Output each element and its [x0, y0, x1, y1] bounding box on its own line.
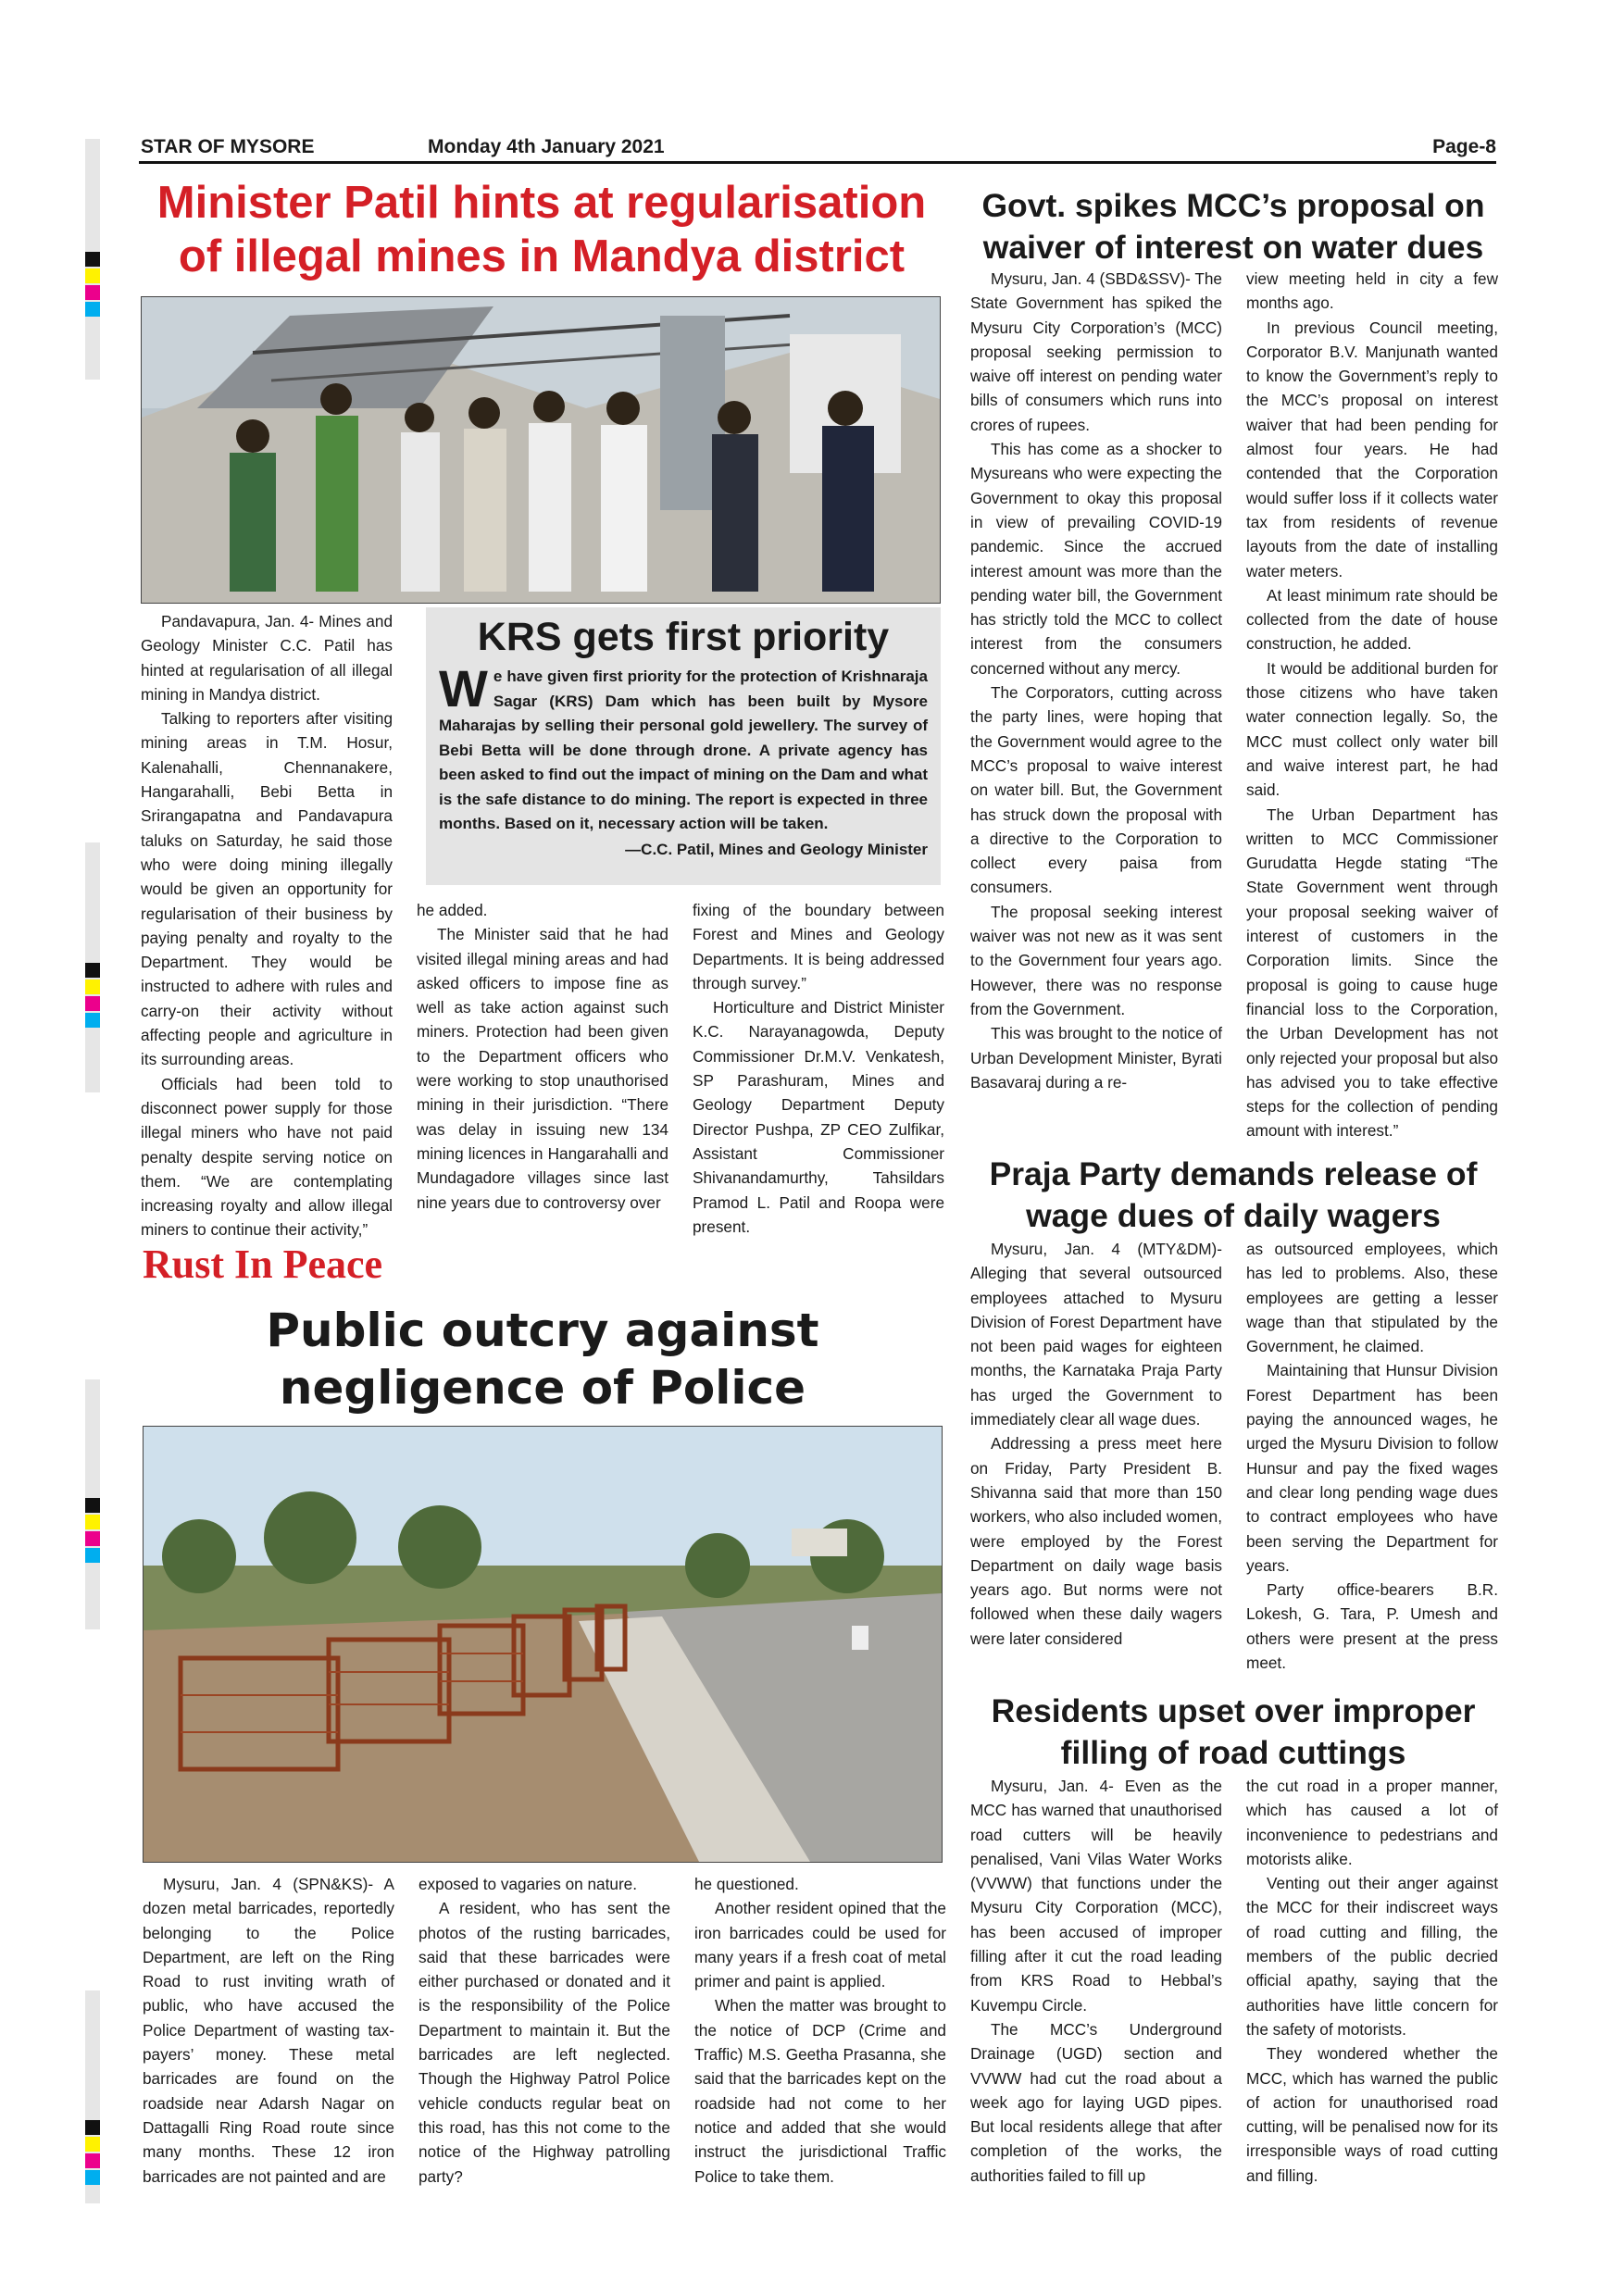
police-paragraph: Mysuru, Jan. 4 (SPN&KS)- A dozen metal barricades, reportedly belonging to the Police Department, are left on the Ring Road to rust inviting wrath of public, who have accused the Police Department of wasting tax-payers’ money. These metal barricades are found on the roadside near Adarsh Nagar on Dattagalli Ring Road route since many months. These 12 iron barricades are not painted and are	[143, 1875, 394, 2186]
residents-paragraph: They wondered whether the MCC, which has warned the public of action for unauthorised road cutting, will be penalised now for its irresponsible ways of road cutting and filling.	[1246, 2044, 1498, 2185]
mines-paragraph: Officials had been told to disconnect power supply for those illegal miners who have not paid penalty despite serving notice on them. “We are contemplating increasing royalty and allow illegal miners to continue their activity,”	[141, 1074, 393, 1240]
mines-column-1	[141, 609, 393, 1242]
police-headline: Public outcry against negligence of Police	[266, 1304, 819, 1415]
issue-date: Monday 4th January 2021	[428, 136, 665, 157]
mcc-headline: Govt. spikes MCC’s proposal on waiver of interest on water dues	[981, 187, 1485, 266]
residents-headline: Residents upset over improper filling of road cuttings	[991, 1692, 1476, 1771]
police-column-1	[143, 1872, 394, 2189]
residents-column-2	[1246, 1774, 1498, 2188]
mines-paragraph: Talking to reporters after visiting mining areas in T.M. Hosur, Kalenahalli, Chennanakere, Hangarahalli, Bebi Betta in Srirangapatna and Pandavapura taluks on Saturday, he said those who were doing mining illegally would be given an opportunity for regularisation of their business by paying penalty and royalty to the Department. They would be instructed to adhere with rules and carry-on their activity without affecting people and agriculture in its surrounding areas.	[141, 709, 393, 1069]
mcc-paragraph: It would be additional burden for those citizens who have taken water connection legally. So, the MCC must collect only water bill and waive interest part, he had said.	[1246, 658, 1498, 800]
mines-column-2	[417, 898, 668, 1215]
krs-dropcap: W	[439, 659, 488, 718]
residents-paragraph: The MCC’s Underground Drainage (UGD) section and VVWW had cut the road about a week ago for laying UGD pipes. But local residents allege that after completion of the works, the authorities failed to fill up	[970, 2019, 1222, 2185]
krs-box-title: KRS gets first priority	[477, 615, 890, 659]
mcc-paragraph: The Corporators, cutting across the party lines, were hoping that the Government would agree to the MCC’s proposal to waive interest on water bill. But, the Government has struck down the proposal with a directive to the Corporation to collect every paisa from consumers.	[970, 683, 1222, 897]
mining-site-photo	[141, 296, 941, 604]
mcc-paragraph: Mysuru, Jan. 4 (SBD&SSV)- The State Government has spiked the Mysuru City Corporation’s (MCC) proposal seeking permission to waive off interest on pending water bills of consumers which runs into crores of rupees.	[970, 269, 1222, 434]
praja-paragraph: Maintaining that Hunsur Division Forest Department has been paying the announced wages, he urged the Mysuru Division to follow Hunsur and pay the fixed wages and clear long pending wage dues to contract employees who have been serving the Department for years.	[1246, 1361, 1498, 1575]
mines-paragraph: Pandavapura, Jan. 4- Mines and Geology Minister C.C. Patil has hinted at regularisation of all illegal mining in Mandya district.	[141, 612, 393, 704]
mines-paragraph: fixing of the boundary between Forest and Mines and Geology Departments. It is being addressed through survey.”	[693, 901, 944, 992]
residents-paragraph: Venting out their anger against the MCC for their indiscreet ways of road cutting and filling, the members of the public decried official apathy, saying that the authorities have little concern for the safety of motorists.	[1246, 1874, 1498, 2039]
police-column-2	[418, 1872, 670, 2189]
mines-column-3	[693, 898, 944, 1239]
police-paragraph: exposed to vagaries on nature.	[418, 1875, 638, 1893]
mcc-paragraph: view meeting held in city a few months ago.	[1246, 269, 1498, 313]
mcc-paragraph: The Urban Department has written to MCC Commissioner Gurudatta Hegde stating “The State Government went through your proposal seeking waiver of interest of customers in the Corporation limits. Since the proposal is going to cause huge financial loss to the Corporation, the Urban Development has not only rejected your proposal but also has advised you to take effective steps for the collection of pending amount with interest.”	[1246, 805, 1498, 1141]
mcc-paragraph: At least minimum rate should be collected from the date of house construction, he added.	[1246, 585, 1498, 654]
residents-column-1	[970, 1774, 1222, 2188]
praja-headline: Praja Party demands release of wage dues of daily wagers	[989, 1155, 1478, 1234]
mcc-paragraph: This was brought to the notice of Urban Development Minister, Byrati Basavaraj during a re-	[970, 1024, 1222, 1092]
mcc-column-1	[970, 267, 1222, 1094]
police-paragraph: he questioned.	[694, 1875, 799, 1893]
header-rule	[139, 161, 1496, 164]
krs-box-body	[426, 661, 941, 837]
mines-paragraph: he added.	[417, 901, 488, 919]
mines-paragraph: Horticulture and District Minister K.C. Narayanagowda, Deputy Commissioner Dr.M.V. Venkatesh, SP Parashuram, Mines and Geology Department Deputy Director Pushpa, ZP CEO Zulfikar, Assistant Commissioner Shivanandamurthy, Tahsildars Pramod L. Patil and Roopa were present.	[693, 998, 944, 1236]
krs-attribution: —C.C. Patil, Mines and Geology Minister	[625, 840, 928, 858]
praja-paragraph: Party office-bearers B.R. Lokesh, G. Tara, P. Umesh and others were present at the press meet.	[1246, 1580, 1498, 1673]
rusting-barricades-photo	[143, 1426, 943, 1863]
police-paragraph: When the matter was brought to the notice of DCP (Crime and Traffic) M.S. Geetha Prasanna, she said that the barricades kept on the roadside had not come to her notice and added that she would instruct the jurisdictional Traffic Police to take them.	[694, 1996, 946, 2186]
mcc-paragraph: This has come as a shocker to Mysureans who were expecting the Government to okay this proposal in view of prevailing COVID-19 pandemic. Since the accrued interest amount was more than the pending water bill, the Government has strictly told the MCC to collect interest from the consumers concerned without any mercy.	[970, 440, 1222, 678]
police-kicker: Rust In Peace	[143, 1242, 383, 1287]
page-number: Page-8	[1432, 136, 1496, 157]
krs-box-text: e have given first priority for the protection of Krishnaraja Sagar (KRS) Dam which has been built by Mysore Maharajas by selling their personal gold jewellery. The survey of Bebi Betta will be done through drone. A private agency has been asked to find out the impact of mining on the Dam and what is the safe distance to do mining. The report is expected in three months. Based on it, necessary action will be taken.	[439, 668, 928, 832]
police-column-3	[694, 1872, 946, 2189]
praja-column-2	[1246, 1237, 1498, 1675]
praja-column-1	[970, 1237, 1222, 1651]
police-paragraph: A resident, who has sent the photos of the rusting barricades, said that these barricades were either purchased or donated and it is the responsibility of the Police Department to maintain it. But the barricades are left neglected. Though the Highway Patrol Police vehicle conducts regular beat on this road, has this not come to the notice of the Highway patrolling party?	[418, 1899, 670, 2186]
residents-paragraph: the cut road in a proper manner, which has caused a lot of inconvenience to pedestrians and motorists alike.	[1246, 1777, 1498, 1868]
masthead-name: STAR OF MYSORE	[141, 136, 315, 157]
mcc-paragraph: In previous Council meeting, Corporator B.V. Manjunath wanted to know the Government’s reply to the MCC’s proposal on interest waiver that had been pending for almost four years. He had contended that the Corporation would suffer loss if it collects water tax from residents of revenue layouts from the date of installing water meters.	[1246, 318, 1498, 580]
praja-paragraph: Addressing a press meet here on Friday, Party President B. Shivanna said that more than 150 workers, who also included women, were employed by the Forest Department on daily wage basis years ago. But norms were not followed when these daily wagers were later considered	[970, 1434, 1222, 1648]
mines-paragraph: The Minister said that he had visited illegal mining areas and had asked officers to impose fine as well as take action against such miners. Protection had been given to the Department officers who were working to stop unauthorised mining in their jurisdiction. “There was delay in issuing new 134 mining licences in Hangarahalli and Mundagadore villages since last nine years due to controversy over	[417, 925, 668, 1212]
residents-paragraph: Mysuru, Jan. 4- Even as the MCC has warned that unauthorised road cutters will be heavily penalised, Vani Vilas Water Works (VVWW) that functions under the Mysuru City Corporation (MCC), has been accused of improper filling after it cut the road leading from KRS Road to Hebbal’s Kuvempu Circle.	[970, 1777, 1222, 2015]
mcc-column-2	[1246, 267, 1498, 1143]
praja-paragraph: as outsourced employees, which has led to problems. Also, these employees are getting a lesser wage than that stipulated by the Government, he claimed.	[1246, 1240, 1498, 1356]
mcc-paragraph: The proposal seeking interest waiver was not new as it was sent to the Government four years ago. However, there was no response from the Government.	[970, 902, 1222, 1018]
mines-headline: Minister Patil hints at regularisation of illegal mines in Mandya district	[156, 178, 927, 281]
praja-paragraph: Mysuru, Jan. 4 (MTY&DM)- Alleging that several outsourced employees attached to Mysuru Division of Forest Department have not been paid wages for eighteen months, the Karnataka Praja Party has urged the Government to immediately clear all wage dues.	[970, 1240, 1222, 1429]
krs-quote-box	[426, 607, 941, 885]
police-paragraph: Another resident opined that the iron barricades could be used for many years if a fresh coat of metal primer and paint is applied.	[694, 1899, 946, 1991]
